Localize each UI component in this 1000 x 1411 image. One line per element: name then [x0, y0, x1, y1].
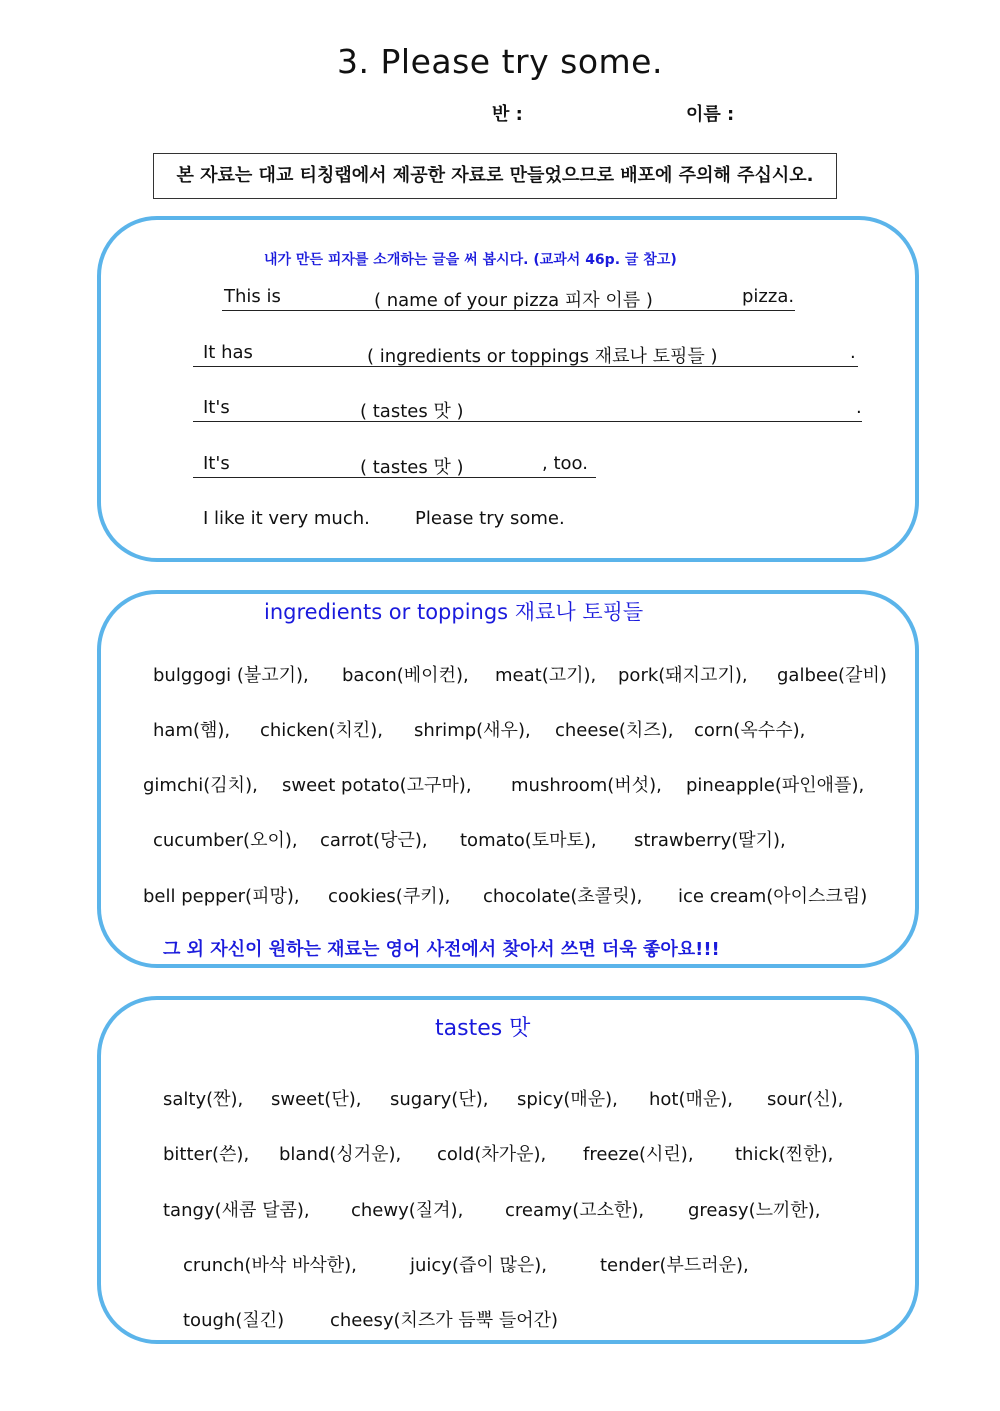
line1-hint: ( name of your pizza 피자 이름 )	[374, 290, 653, 311]
closing-line-2: Please try some.	[415, 508, 565, 529]
sentence-line-4	[193, 453, 596, 478]
ingredient-item: tomato(토마토),	[460, 830, 597, 851]
ingredient-item: galbee(갈비)	[777, 665, 887, 686]
ingredient-item: corn(옥수수),	[694, 720, 806, 741]
ingredient-item: ice cream(아이스크림)	[678, 886, 868, 907]
ingredient-item: pineapple(파인애플),	[686, 775, 865, 796]
taste-item: hot(매운),	[649, 1089, 734, 1110]
line1-prefix: This is	[224, 286, 281, 307]
ingredient-item: cucumber(오이),	[153, 830, 298, 851]
ingredient-item: bacon(베이컨),	[342, 665, 469, 686]
distribution-notice: 본 자료는 대교 티칭랩에서 제공한 자료로 만들었으므로 배포에 주의해 주십시오.	[153, 153, 837, 199]
line3-prefix: It's	[203, 397, 230, 418]
ingredient-item: mushroom(버섯),	[511, 775, 662, 796]
taste-item: bitter(쓴),	[163, 1144, 250, 1165]
ingredient-item: gimchi(김치),	[143, 775, 258, 796]
ingredient-item: chicken(치킨),	[260, 720, 384, 741]
tastes-heading: tastes 맛	[435, 1016, 531, 1041]
page-title: 3. Please try some.	[337, 42, 663, 81]
ingredient-item: cookies(쿠키),	[328, 886, 451, 907]
ingredient-item: carrot(당근),	[320, 830, 428, 851]
taste-item: cheesy(치즈가 듬뿍 들어간)	[330, 1310, 559, 1331]
ingredients-heading: ingredients or toppings 재료나 토핑들	[264, 600, 644, 624]
sentence-line-3	[193, 397, 862, 422]
taste-item: spicy(매운),	[517, 1089, 618, 1110]
ingredient-item: pork(돼지고기),	[618, 665, 748, 686]
ingredient-item: ham(햄),	[153, 720, 231, 741]
sentence-line-1	[222, 286, 795, 311]
ingredient-item: bulggogi (불고기),	[153, 665, 309, 686]
closing-line-1: I like it very much.	[203, 508, 370, 529]
taste-item: crunch(바삭 바삭한),	[183, 1255, 357, 1276]
taste-item: sugary(단),	[390, 1089, 489, 1110]
ingredient-item: strawberry(딸기),	[634, 830, 786, 851]
line2-hint: ( ingredients or toppings 재료나 토핑들 )	[367, 346, 718, 367]
taste-item: greasy(느끼한),	[688, 1200, 821, 1221]
taste-item: chewy(질겨),	[351, 1200, 464, 1221]
ingredient-item: shrimp(새우),	[414, 720, 531, 741]
line2-suffix: .	[850, 342, 856, 363]
ingredient-item: sweet potato(고구마),	[282, 775, 472, 796]
name-label: 이름 :	[686, 104, 735, 125]
ingredient-item: meat(고기),	[495, 665, 597, 686]
taste-item: salty(짠),	[163, 1089, 244, 1110]
taste-item: bland(싱거운),	[279, 1144, 402, 1165]
ingredients-footer: 그 외 자신이 원하는 재료는 영어 사전에서 찾아서 쓰면 더욱 좋아요!!!	[163, 939, 720, 960]
taste-item: tender(부드러운),	[600, 1255, 749, 1276]
ingredient-item: cheese(치즈),	[555, 720, 674, 741]
class-label: 반 :	[492, 104, 523, 125]
taste-item: freeze(시린),	[583, 1144, 694, 1165]
line4-prefix: It's	[203, 453, 230, 474]
taste-item: tangy(새콤 달콤),	[163, 1200, 310, 1221]
line1-suffix: pizza.	[742, 286, 795, 307]
taste-item: sweet(단),	[271, 1089, 362, 1110]
intro-instruction: 내가 만든 피자를 소개하는 글을 써 봅시다. (교과서 46p. 글 참고)	[264, 252, 677, 268]
taste-item: tough(질긴)	[183, 1310, 285, 1331]
ingredient-item: bell pepper(피망),	[143, 886, 300, 907]
sentence-line-2	[193, 342, 858, 367]
tastes-box	[97, 996, 919, 1344]
line3-suffix: .	[856, 397, 862, 418]
taste-item: cold(차가운),	[437, 1144, 547, 1165]
taste-item: sour(신),	[767, 1089, 844, 1110]
line4-suffix: , too.	[542, 453, 588, 474]
line4-hint: ( tastes 맛 )	[360, 457, 464, 478]
taste-item: juicy(즙이 많은),	[410, 1255, 547, 1276]
taste-item: thick(찐한),	[735, 1144, 834, 1165]
line3-hint: ( tastes 맛 )	[360, 401, 464, 422]
taste-item: creamy(고소한),	[505, 1200, 645, 1221]
ingredient-item: chocolate(초콜릿),	[483, 886, 643, 907]
line2-prefix: It has	[203, 342, 253, 363]
